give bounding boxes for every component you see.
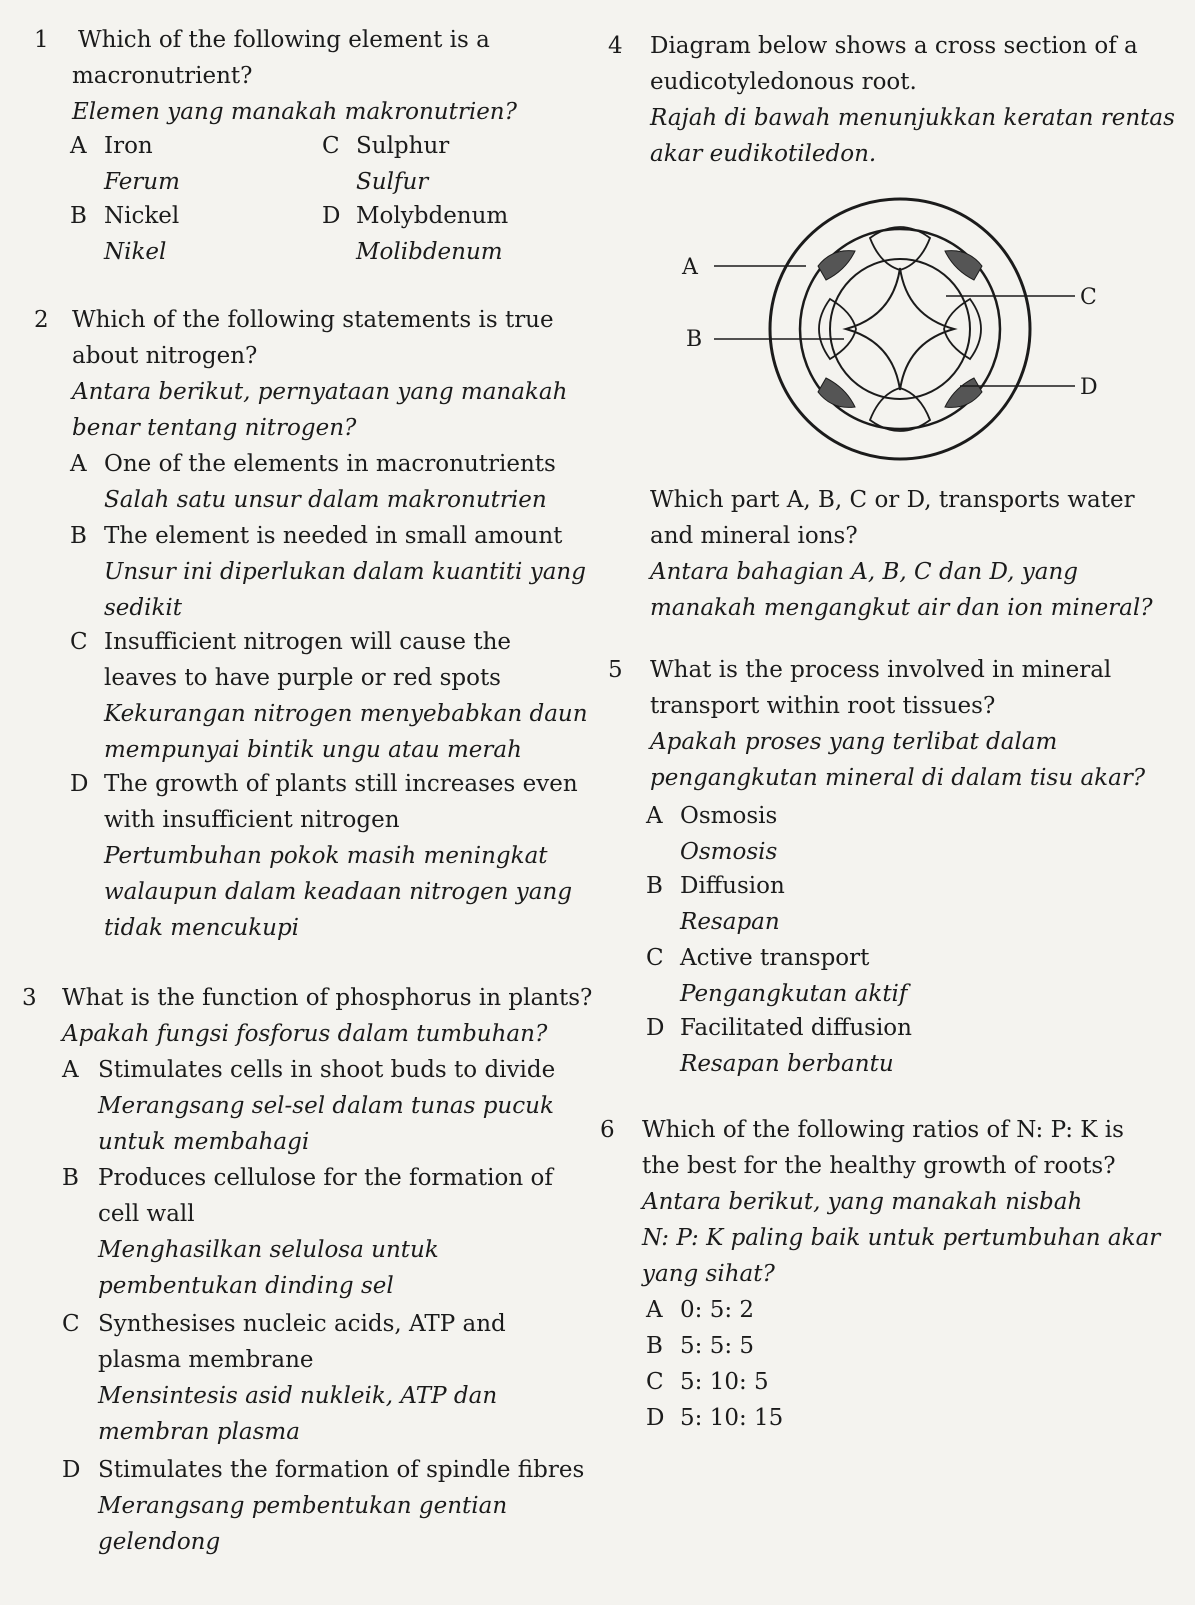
- option-text: 5: 10: 15: [680, 1405, 784, 1431]
- option-text-en: Facilitated diffusion: [680, 1015, 912, 1041]
- option-d[interactable]: [70, 766, 590, 946]
- phloem-patch: [945, 378, 982, 407]
- phloem-patch: [818, 251, 855, 280]
- option-letter: B: [646, 1333, 663, 1359]
- option-a[interactable]: [62, 1052, 592, 1160]
- option-text-ms: Pengangkutan aktif: [680, 981, 908, 1007]
- option-text-ms: Ferum: [104, 169, 180, 195]
- option-text-en: Stimulates the formation of spindle fibres: [98, 1457, 585, 1483]
- option-text-en: One of the elements in macronutrients: [104, 451, 556, 477]
- option-text-en: cell wall: [98, 1201, 195, 1227]
- option-text-ms: Pertumbuhan pokok masih meningkat: [104, 843, 548, 869]
- question-text-en: macronutrient?: [72, 63, 253, 89]
- option-text-en: Diffusion: [680, 873, 785, 899]
- option-c[interactable]: [646, 940, 1046, 1012]
- option-c[interactable]: [322, 128, 582, 200]
- option-letter: D: [646, 1405, 665, 1431]
- question-text-en: What is the function of phosphorus in plants?: [62, 985, 593, 1011]
- question-text-en: Diagram below shows a cross section of a: [650, 33, 1138, 59]
- option-text: 5: 10: 5: [680, 1369, 769, 1395]
- question-text-en: Which of the following element is a: [78, 27, 490, 53]
- option-text-ms: gelendong: [98, 1529, 221, 1555]
- option-letter: C: [62, 1311, 80, 1337]
- option-c[interactable]: [62, 1306, 592, 1450]
- option-text-ms: untuk membahagi: [98, 1129, 310, 1155]
- question-text-ms: Antara berikut, pernyataan yang manakah: [72, 379, 568, 405]
- option-text-ms: Resapan berbantu: [680, 1051, 894, 1077]
- option-text-en: plasma membrane: [98, 1347, 314, 1373]
- option-a[interactable]: [70, 128, 320, 200]
- question-text-en: the best for the healthy growth of roots?: [642, 1153, 1116, 1179]
- question-number: 3: [22, 985, 37, 1011]
- option-letter: D: [70, 771, 89, 797]
- option-letter: A: [70, 451, 87, 477]
- xylem-star: [846, 268, 954, 390]
- option-letter: A: [646, 1297, 663, 1323]
- option-text-ms: Merangsang pembentukan gentian: [98, 1493, 508, 1519]
- option-a[interactable]: [70, 446, 590, 518]
- question-text-en: What is the process involved in mineral: [650, 657, 1112, 683]
- question-text-ms: Apakah fungsi fosforus dalam tumbuhan?: [62, 1021, 548, 1047]
- question-text-ms: Antara berikut, yang manakah nisbah: [642, 1189, 1083, 1215]
- phloem-patch: [945, 251, 982, 280]
- question-text-ms: Antara bahagian A, B, C dan D, yang: [650, 559, 1078, 585]
- option-text-ms: Osmosis: [680, 839, 778, 865]
- option-text-ms: Menghasilkan selulosa untuk: [98, 1237, 439, 1263]
- question-text-ms: pengangkutan mineral di dalam tisu akar?: [650, 765, 1146, 791]
- option-text-en: Iron: [104, 133, 153, 159]
- question-text-en: transport within root tissues?: [650, 693, 996, 719]
- option-text-ms: Salah satu unsur dalam makronutrien: [104, 487, 547, 513]
- option-letter: A: [62, 1057, 79, 1083]
- option-d[interactable]: [646, 1010, 1046, 1082]
- root-cross-section-diagram: [660, 196, 1180, 466]
- option-text-en: Osmosis: [680, 803, 778, 829]
- question-number: 5: [608, 657, 623, 683]
- option-c[interactable]: [646, 1364, 946, 1400]
- option-text-ms: membran plasma: [98, 1419, 300, 1445]
- option-text-en: Sulphur: [356, 133, 450, 159]
- option-text-ms: Nikel: [104, 239, 167, 265]
- option-text-en: Stimulates cells in shoot buds to divide: [98, 1057, 556, 1083]
- option-text-ms: mempunyai bintik ungu atau merah: [104, 737, 522, 763]
- option-text-en: leaves to have purple or red spots: [104, 665, 501, 691]
- option-text-en: Insufficient nitrogen will cause the: [104, 629, 512, 655]
- option-text-en: The element is needed in small amount: [104, 523, 563, 549]
- option-text-ms: Resapan: [680, 909, 780, 935]
- option-letter: C: [646, 1369, 664, 1395]
- option-text-en: with insufficient nitrogen: [104, 807, 400, 833]
- option-text-ms: walaupun dalam keadaan nitrogen yang: [104, 879, 573, 905]
- option-text-en: Synthesises nucleic acids, ATP and: [98, 1311, 506, 1337]
- question-text-en: Which of the following statements is true: [72, 307, 554, 333]
- question-text-ms: manakah mengangkut air dan ion mineral?: [650, 595, 1153, 621]
- label-d: D: [1080, 375, 1098, 400]
- label-a: A: [682, 255, 698, 280]
- option-b[interactable]: [62, 1160, 592, 1304]
- option-text-ms: Kekurangan nitrogen menyebabkan daun: [104, 701, 588, 727]
- option-c[interactable]: [70, 624, 590, 768]
- option-text-ms: Sulfur: [356, 169, 429, 195]
- question-number: 6: [600, 1117, 615, 1143]
- option-text-en: Produces cellulose for the formation of: [98, 1165, 553, 1191]
- question-text-en: Which part A, B, C or D, transports water: [650, 487, 1135, 513]
- option-b[interactable]: [70, 518, 590, 626]
- option-b[interactable]: [646, 868, 1046, 940]
- question-text-ms: Elemen yang manakah makronutrien?: [72, 99, 517, 125]
- option-text-ms: Merangsang sel-sel dalam tunas pucuk: [98, 1093, 554, 1119]
- option-a[interactable]: [646, 798, 1046, 870]
- option-text-en: Active transport: [680, 945, 870, 971]
- question-text-en: about nitrogen?: [72, 343, 258, 369]
- question-text-ms: Apakah proses yang terlibat dalam: [650, 729, 1058, 755]
- option-letter: D: [646, 1015, 665, 1041]
- root-stele: [830, 259, 970, 399]
- option-d[interactable]: [62, 1452, 592, 1560]
- option-text-ms: pembentukan dinding sel: [98, 1273, 394, 1299]
- question-text-ms: yang sihat?: [642, 1261, 775, 1287]
- option-text-ms: Molibdenum: [356, 239, 503, 265]
- option-text-ms: Mensintesis asid nukleik, ATP dan: [98, 1383, 498, 1409]
- option-letter: A: [70, 133, 87, 159]
- option-letter: A: [646, 803, 663, 829]
- option-d[interactable]: [646, 1400, 946, 1436]
- question-text-ms: akar eudikotiledon.: [650, 141, 877, 167]
- option-text: 5: 5: 5: [680, 1333, 755, 1359]
- question-text-en: and mineral ions?: [650, 523, 858, 549]
- option-b[interactable]: [646, 1328, 946, 1364]
- label-c: C: [1080, 285, 1097, 310]
- question-text-en: Which of the following ratios of N: P: K is: [642, 1117, 1124, 1143]
- option-text-en: Nickel: [104, 203, 180, 229]
- option-letter: C: [646, 945, 664, 971]
- option-d[interactable]: [322, 198, 592, 270]
- option-b[interactable]: [70, 198, 320, 270]
- option-text: 0: 5: 2: [680, 1297, 755, 1323]
- phloem-patch: [818, 378, 855, 407]
- option-letter: C: [70, 629, 88, 655]
- question-number: 2: [34, 307, 49, 333]
- option-text-ms: sedikit: [104, 595, 183, 621]
- option-letter: D: [62, 1457, 81, 1483]
- option-letter: B: [70, 523, 87, 549]
- root-epidermis: [770, 199, 1030, 459]
- question-text-ms: benar tentang nitrogen?: [72, 415, 357, 441]
- option-letter: B: [62, 1165, 79, 1191]
- question-number: 1: [34, 27, 49, 53]
- option-letter: D: [322, 203, 341, 229]
- option-text-ms: tidak mencukupi: [104, 915, 300, 941]
- question-4-prompt: [650, 482, 1190, 626]
- option-letter: B: [646, 873, 663, 899]
- option-text-en: Molybdenum: [356, 203, 509, 229]
- option-text-en: The growth of plants still increases even: [104, 771, 578, 797]
- label-b: B: [686, 327, 703, 352]
- option-letter: B: [70, 203, 87, 229]
- question-text-en: eudicotyledonous root.: [650, 69, 917, 95]
- option-text-ms: Unsur ini diperlukan dalam kuantiti yang: [104, 559, 586, 585]
- option-letter: C: [322, 133, 340, 159]
- question-number: 4: [608, 33, 623, 59]
- question-text-ms: N: P: K paling baik untuk pertumbuhan akar: [642, 1225, 1161, 1251]
- question-text-ms: Rajah di bawah menunjukkan keratan rentas: [650, 105, 1175, 131]
- option-a[interactable]: [646, 1292, 946, 1328]
